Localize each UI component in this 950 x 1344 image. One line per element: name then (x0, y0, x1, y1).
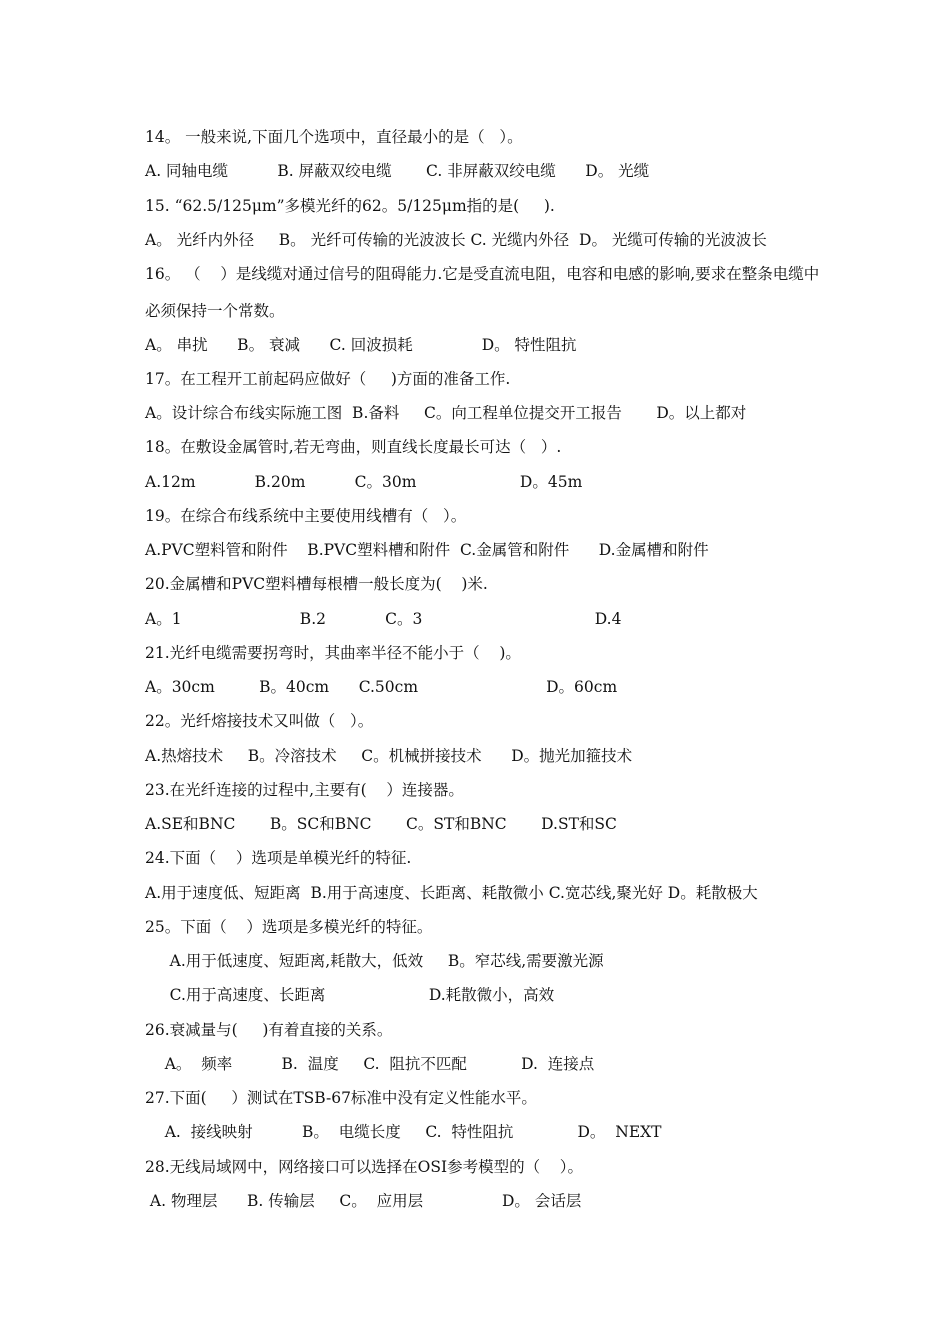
text-line-q17: 17。在工程开工前起码应做好（ )方面的准备工作. (145, 370, 511, 388)
text-line-q15: 15. “62.5/125μm”多模光纤的62。5/125μm指的是( ). (145, 197, 555, 215)
text-line-q22: 22。光纤熔接技术又叫做（ ）。 (145, 712, 374, 730)
text-line-q14-opts: A. 同轴电缆 B. 屏蔽双绞电缆 C. 非屏蔽双绞电缆 D。 光缆 (145, 162, 650, 180)
text-line-q22-opts: A.热熔技术 B。冷溶技术 C。机械拼接技术 D。抛光加箍技术 (145, 747, 633, 765)
text-line-q16a: 16。 （ ）是线缆对通过信号的阻碍能力.它是受直流电阻，电容和电感的影响,要求在整条电缆中 (145, 265, 820, 283)
text-line-q19: 19。在综合布线系统中主要使用线槽有（ ）。 (145, 507, 467, 525)
text-line-q21-opts: A。30cm B。40cm C.50cm D。60cm (145, 678, 618, 696)
text-line-q25-opts-a: A.用于低速度、短距离,耗散大，低效 B。窄芯线,需要激光源 (145, 952, 604, 970)
text-line-q24: 24.下面（ ）选项是单模光纤的特征. (145, 849, 412, 867)
text-line-q25: 25。下面（ ）选项是多模光纤的特征。 (145, 918, 433, 936)
text-line-q14: 14。 一般来说,下面几个选项中，直径最小的是（ ）。 (145, 128, 523, 146)
text-line-q21: 21.光纤电缆需要拐弯时，其曲率半径不能小于（ )。 (145, 644, 521, 662)
text-line-q27: 27.下面( ）测试在TSB-67标准中没有定义性能水平。 (145, 1089, 537, 1107)
text-line-q26: 26.衰减量与( )有着直接的关系。 (145, 1021, 393, 1039)
text-line-q18: 18。在敷设金属管时,若无弯曲，则直线长度最长可达（ ）. (145, 438, 562, 456)
text-line-q15-opts: A。 光纤内外径 B。 光纤可传输的光波波长 C. 光缆内外径 D。 光缆可传输的光波波长 (145, 231, 767, 249)
text-line-q16b: 必须保持一个常数。 (145, 302, 285, 320)
text-line-q18-opts: A.12m B.20m C。30m D。45m (145, 473, 583, 491)
text-line-q20: 20.金属槽和PVC塑料槽每根槽一般长度为( )米. (145, 575, 488, 593)
text-line-q25-opts-b: C.用于高速度、长距离 D.耗散微小，高效 (145, 986, 555, 1004)
text-line-q24-opts: A.用于速度低、短距离 B.用于高速度、长距离、耗散微小 C.宽芯线,聚光好 D。耗散极大 (145, 884, 758, 902)
text-line-q27-opts: A. 接线映射 B。 电缆长度 C. 特性阻抗 D。 NEXT (145, 1123, 662, 1141)
text-line-q16-opts: A。 串扰 B。 衰减 C. 回波损耗 D。 特性阻抗 (145, 336, 577, 354)
text-line-q20-opts: A。1 B.2 C。3 D.4 (145, 610, 622, 628)
text-line-q23: 23.在光纤连接的过程中,主要有( ）连接器。 (145, 781, 464, 799)
text-line-q28-opts: A. 物理层 B. 传输层 C。 应用层 D。 会话层 (145, 1192, 582, 1210)
text-line-q26-opts: A。 频率 B. 温度 C. 阻抗不匹配 D. 连接点 (145, 1055, 595, 1073)
text-line-q17-opts: A。设计综合布线实际施工图 B.备料 C。向工程单位提交开工报告 D。以上都对 (145, 404, 747, 422)
text-line-q23-opts: A.SE和BNC B。SC和BNC C。ST和BNC D.ST和SC (145, 815, 617, 833)
text-line-q28: 28.无线局域网中，网络接口可以选择在OSI参考模型的（ ）。 (145, 1158, 584, 1176)
text-line-q19-opts: A.PVC塑料管和附件 B.PVC塑料槽和附件 C.金属管和附件 D.金属槽和附件 (145, 541, 709, 559)
